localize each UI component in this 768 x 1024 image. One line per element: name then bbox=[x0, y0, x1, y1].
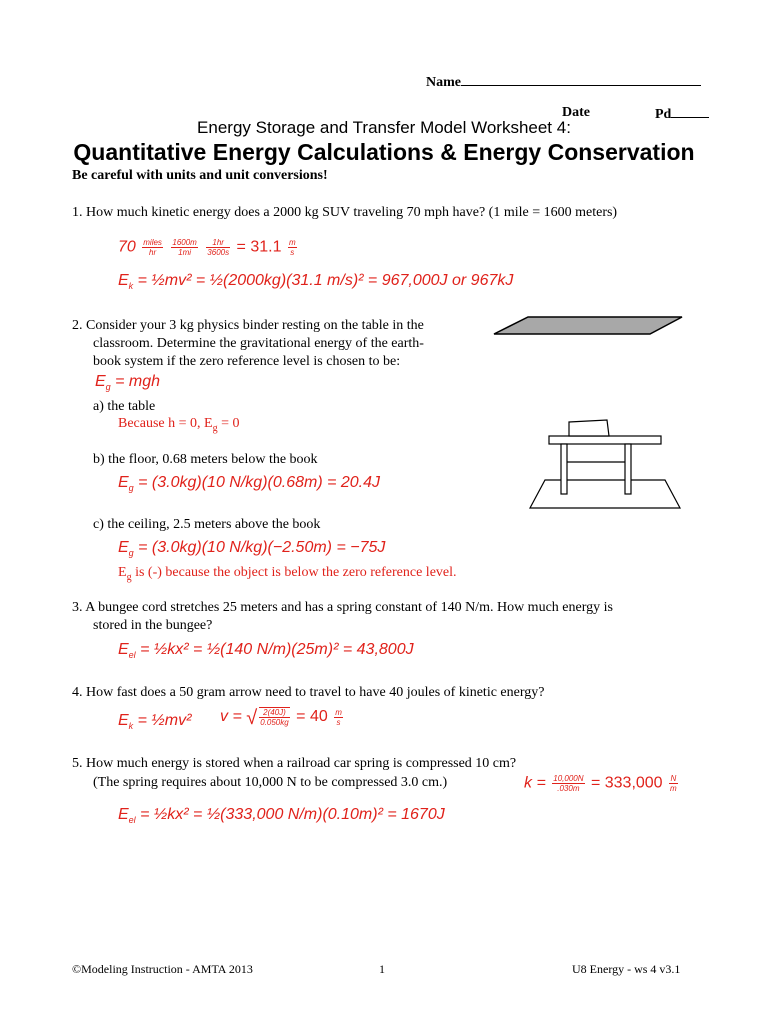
floor-shape bbox=[530, 480, 680, 508]
q1-kinetic-energy: $E_k$ = ½mv² = ½(2000kg)(31.1 m/s)² = 967,000J or 967kJ bbox=[118, 272, 514, 291]
worksheet-title: Energy Storage and Transfer Model Worksheet 4: bbox=[197, 118, 571, 137]
q5-spring-constant: k = $\frac{10,000N}{.030m}$ = 333,000 $\frac{N}{m}$ bbox=[524, 774, 677, 793]
question-2-line-1: 2. Consider your 3 kg physics binder resting on the table in the bbox=[72, 318, 424, 333]
question-2-line-2: classroom. Determine the gravitational energy of the earth- bbox=[93, 336, 424, 351]
question-5-line-1: 5. How much energy is stored when a railroad car spring is compressed 10 cm? bbox=[72, 756, 517, 771]
question-3-line-1: 3. A bungee cord stretches 25 meters and has a spring constant of 140 N/m. How much energy is bbox=[72, 600, 613, 615]
instruction: Be careful with units and unit conversions! bbox=[72, 168, 328, 183]
q2-part-a: a) the table bbox=[93, 399, 156, 414]
footer-version: U8 Energy - ws 4 v3.1 bbox=[572, 962, 681, 976]
worksheet-subtitle: Quantitative Energy Calculations & Energy Conservation bbox=[73, 139, 695, 165]
footer-page-number: 1 bbox=[379, 962, 385, 976]
q2-formula: $E_g$ = mgh bbox=[95, 373, 161, 392]
q4-answer-energy: $E_k$ = ½mv² bbox=[118, 712, 192, 731]
pd-line[interactable] bbox=[671, 105, 709, 118]
question-2-line-3: book system if the zero reference level is chosen to be: bbox=[93, 354, 401, 369]
q2-part-c: c) the ceiling, 2.5 meters above the book bbox=[93, 517, 321, 532]
binder-shape bbox=[494, 317, 682, 334]
footer-copyright: ©Modeling Instruction - AMTA 2013 bbox=[72, 962, 253, 976]
q3-answer: $E_{el}$ = ½kx² = ½(140 N/m)(25m)² = 43,800J bbox=[118, 641, 414, 660]
question-4: 4. How fast does a 50 gram arrow need to travel to have 40 joules of kinetic energy? bbox=[72, 685, 545, 700]
q2-part-a-answer: Because h = 0, $E_g = 0$ bbox=[118, 416, 240, 434]
q5-answer: $E_{el}$ = ½kx² = ½(333,000 N/m)(0.10m)² = 1670J bbox=[118, 806, 445, 825]
book-on-table bbox=[569, 420, 609, 436]
q2-part-b: b) the floor, 0.68 meters below the book bbox=[93, 452, 318, 467]
binder-illustration bbox=[490, 314, 690, 338]
tabletop bbox=[549, 436, 661, 444]
question-5-line-2: (The spring requires about 10,000 N to be compressed 3.0 cm.) bbox=[93, 775, 448, 790]
question-1: 1. How much kinetic energy does a 2000 kg SUV traveling 70 mph have? (1 mile = 1600 meters) bbox=[72, 205, 618, 220]
date-label: Date bbox=[562, 105, 590, 120]
q2-part-c-answer: $E_g = (3.0kg)(10$ N/kg)(−2.50m) = −75J bbox=[118, 539, 386, 558]
name-line[interactable] bbox=[461, 73, 701, 86]
table-leg-left bbox=[561, 444, 567, 494]
table-leg-right bbox=[625, 444, 631, 494]
q1-conversion: 70 $\frac{\text{miles}}{hr}$ $\frac{1600m}{1mi}$ $\frac{1hr}{3600s}$ = 31.1 $\frac{m}{s}$ bbox=[118, 238, 296, 257]
name-label: Name bbox=[426, 73, 701, 91]
question-3-line-2: stored in the bungee? bbox=[93, 618, 213, 633]
table-illustration bbox=[515, 410, 695, 515]
q4-answer-velocity: v = √ $\frac{2(40J)}{0.050kg}$ = 40 $\frac{m}{s}$ bbox=[220, 707, 342, 730]
q2-part-c-note: $E_g$ is (-) because the object is below the zero reference level. bbox=[118, 565, 457, 583]
pd-label: Pd bbox=[655, 105, 709, 123]
q2-part-b-answer: $E_g = (3.0kg)(10$ N/kg)(0.68m) = 20.4J bbox=[118, 474, 381, 493]
